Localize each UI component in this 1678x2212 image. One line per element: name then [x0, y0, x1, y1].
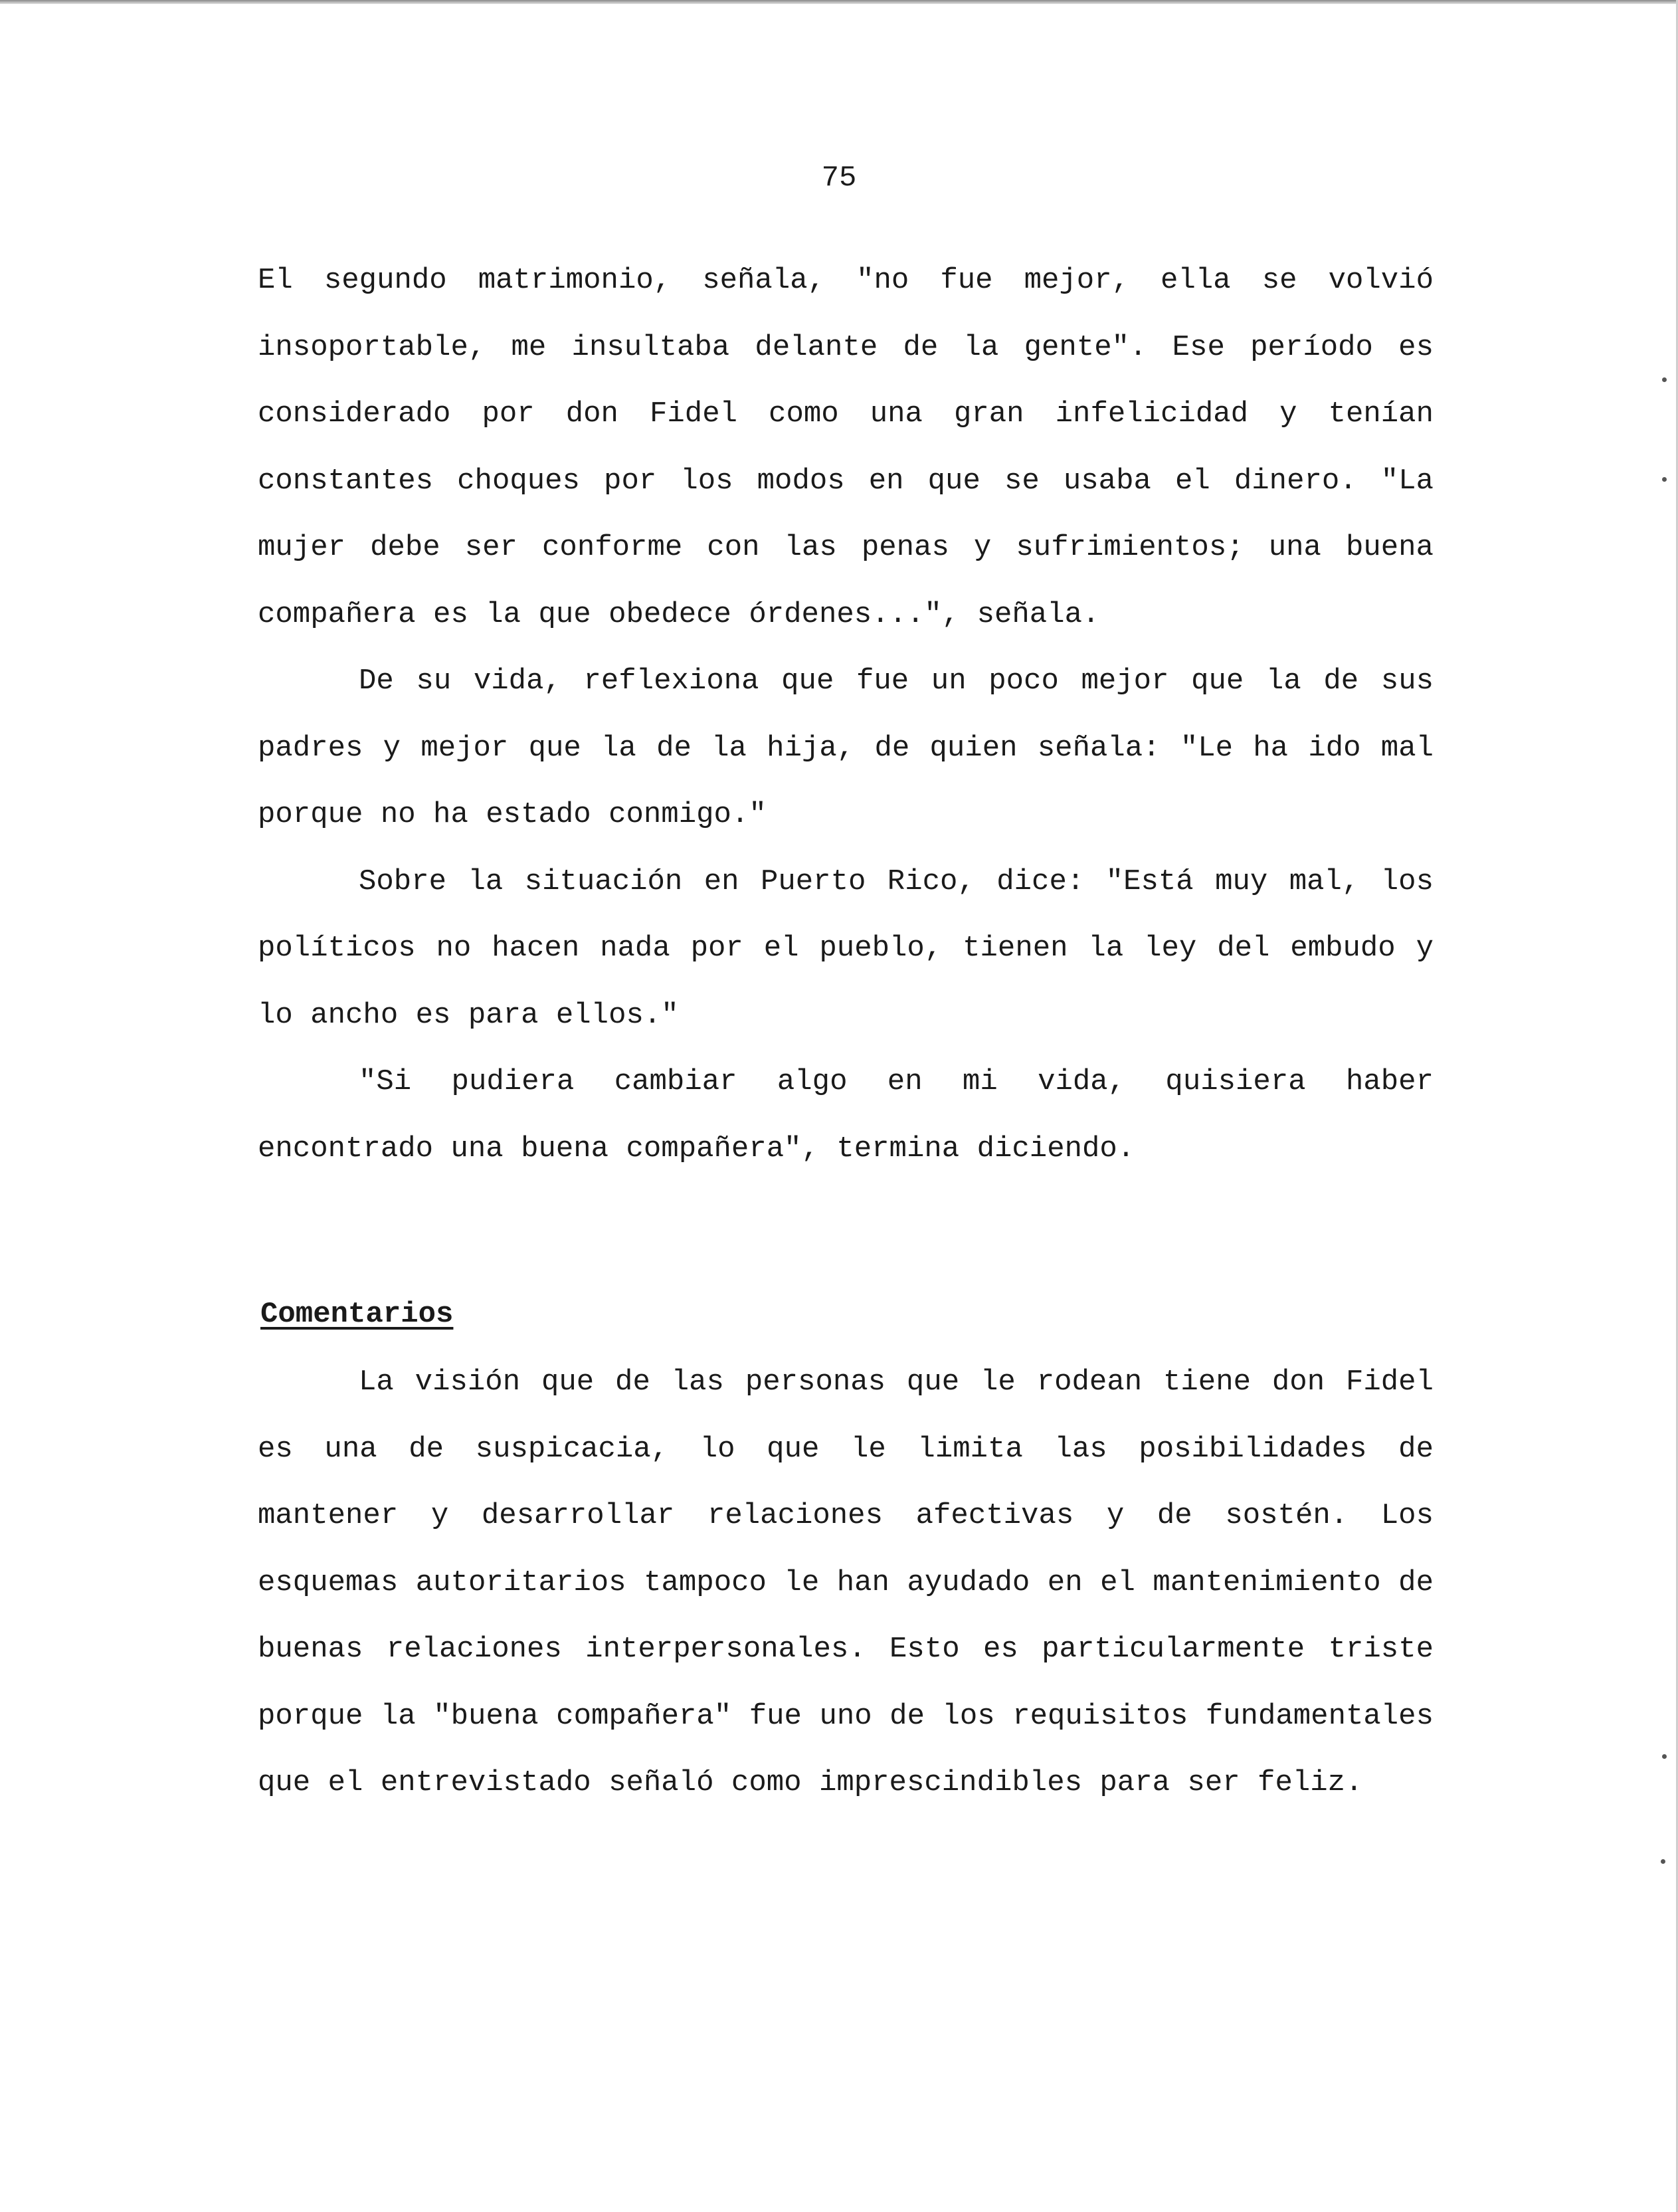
scan-top-edge: [0, 0, 1678, 4]
page-number: 75: [821, 161, 857, 195]
interview-text: [258, 247, 1434, 1182]
scan-speck: [1661, 1859, 1665, 1864]
paragraph-comentarios: La visión que de las personas que le rodean tiene don Fidel es una de suspicacia, lo que le limita las posibilidades de mantener y desarrollar relaciones afectivas y de sostén. Los esquemas autoritarios tampoco le han ayudado en el mantenimiento de buenas relaciones interpersonales. Esto es particularmente triste porque la "buena compañera" fue uno de los requisitos fundamentales que el entrevistado señaló como imprescindibles para ser feliz.: [258, 1365, 1434, 1799]
scan-speck: [1662, 1754, 1667, 1759]
paragraph-puerto-rico: Sobre la situación en Puerto Rico, dice: "Está muy mal, los políticos no hacen nada por el pueblo, tienen la ley del embudo y lo ancho es para ellos.": [258, 864, 1434, 1032]
paragraph-wish: "Si pudiera cambiar algo en mi vida, quisiera haber encontrado una buena compañera", termina diciendo.: [258, 1065, 1434, 1165]
paragraph-life-reflection: De su vida, reflexiona que fue un poco mejor que la de sus padres y mejor que la de la hija, de quien señala: "Le ha ido mal porque no ha estado conmigo.": [258, 664, 1434, 831]
scan-speck: [1662, 377, 1667, 382]
comments-text: [258, 1349, 1434, 1817]
scan-speck: [1662, 477, 1667, 482]
section-heading-comentarios: Comentarios: [260, 1298, 454, 1331]
paragraph-second-marriage: El segundo matrimonio, señala, "no fue mejor, ella se volvió insoportable, me insultaba delante de la gente". Ese período es considerado por don Fidel como una gran infelicidad y tenían constantes choques por los modos en que se usaba el dinero. "La mujer debe ser conforme con las penas y sufrimientos; una buena compañera es la que obedece órdenes...", señala.: [258, 264, 1434, 631]
